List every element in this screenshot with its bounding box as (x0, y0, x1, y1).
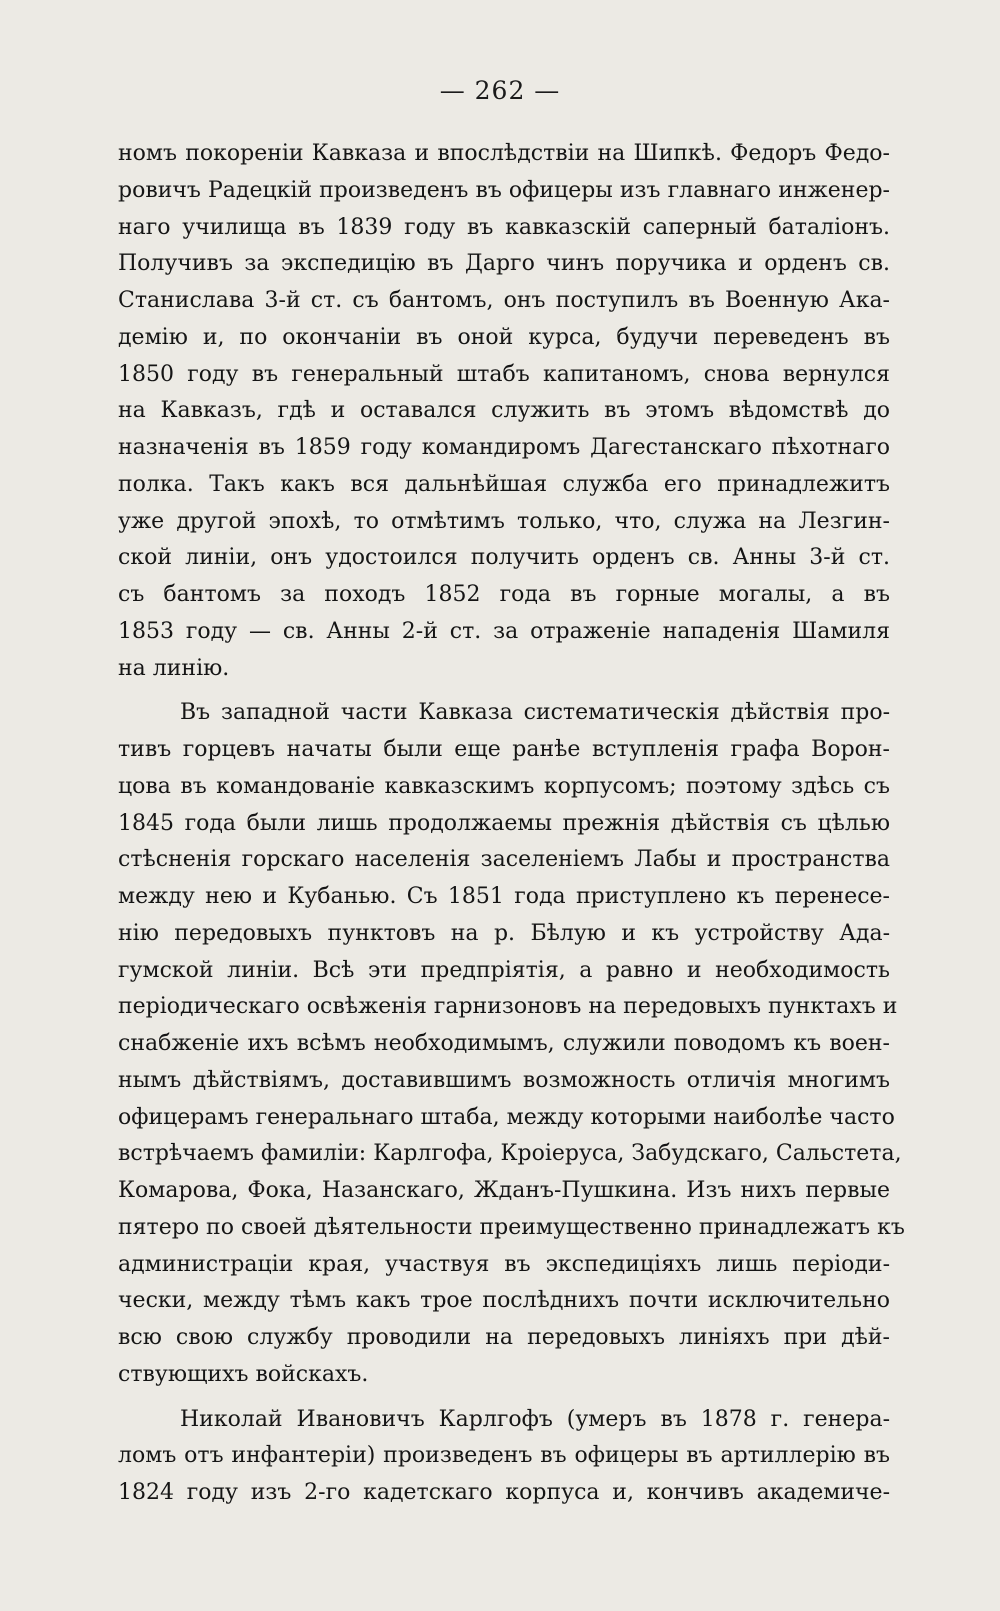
text-line: 1824 году изъ 2-го кадетскаго корпуса и, кончивъ академиче- (118, 1480, 890, 1505)
paragraph (118, 1402, 890, 1512)
text-line: пятеро по своей дѣятельности преимущественно принадлежатъ къ (118, 1214, 905, 1240)
text-line: уже другой эпохѣ, то отмѣтимъ только, что, служа на Лезгин- (118, 508, 890, 534)
text-line: ствующихъ войскахъ. (118, 1361, 369, 1387)
text-line: встрѣчаемъ фамиліи: Карлгофа, Кроіеруса, Забудскаго, Сальстета, (118, 1141, 902, 1167)
text-line: нымъ дѣйствіямъ, доставившимъ возможность отличія многимъ (118, 1067, 890, 1093)
text-line: стѣсненія горскаго населенія заселеніемъ Лабы и пространства (118, 847, 890, 873)
text-line: тивъ горцевъ начаты были еще ранѣе вступленія графа Ворон- (118, 737, 890, 762)
text-line: назначенія въ 1859 году командиромъ Дагестанскаго пѣхотнаго (118, 435, 890, 460)
text-line: ровичъ Радецкій произведенъ въ офицеры изъ главнаго инженер- (118, 177, 890, 203)
text-line: 1850 году въ генеральный штабъ капитаномъ, снова вернулся (118, 361, 890, 387)
text-line: Въ западной части Кавказа систематическія дѣйствія про- (180, 700, 890, 726)
text-line: съ бантомъ за походъ 1852 года въ горные могалы, а въ (118, 582, 890, 607)
text-line: ломъ отъ инфантеріи) произведенъ въ офицеры въ артиллерію въ (118, 1443, 890, 1469)
text-line: всю свою службу проводили на передовыхъ линіяхъ при дѣй- (118, 1325, 890, 1350)
text-line: между нею и Кубанью. Съ 1851 года приступлено къ перенесе- (118, 884, 890, 909)
paragraph-gap (118, 687, 890, 695)
paragraph (118, 695, 905, 1393)
text-line: демію и, по окончаніи въ оной курса, будучи переведенъ въ (118, 324, 890, 350)
text-line: нію передовыхъ пунктовъ на р. Бѣлую и къ устройству Ада- (118, 920, 890, 946)
text-line: Комарова, Фока, Назанскаго, Жданъ-Пушкина. Изъ нихъ первые (118, 1178, 890, 1203)
paragraph (118, 136, 890, 687)
text-line: номъ покореніи Кавказа и впослѣдствіи на Шипкѣ. Федоръ Федо- (118, 141, 890, 166)
body-text (118, 136, 905, 1512)
text-line: офицерамъ генеральнаго штаба, между которыми наиболѣе часто (118, 1104, 895, 1130)
text-line: снабженіе ихъ всѣмъ необходимымъ, служили поводомъ къ воен- (118, 1031, 890, 1056)
text-line: на линію. (118, 655, 230, 681)
text-line: чески, между тѣмъ какъ трое послѣднихъ почти исключительно (118, 1288, 890, 1314)
text-line: администраціи края, участвуя въ экспедиціяхъ лишь періоди- (118, 1251, 890, 1277)
text-line: Получивъ за экспедицію въ Дарго чинъ поручика и орденъ св. (118, 251, 890, 277)
text-line: ской линіи, онъ удостоился получить орденъ св. Анны 3-й ст. (118, 545, 890, 571)
text-line: на Кавказъ, гдѣ и оставался служить въ этомъ вѣдомствѣ до (118, 398, 890, 424)
text-line: полка. Такъ какъ вся дальнѣйшая служба его принадлежитъ (118, 471, 890, 497)
paragraph-gap (118, 1394, 890, 1402)
text-line: цова въ командованіе кавказскимъ корпусомъ; поэтому здѣсь съ (118, 773, 890, 799)
text-line: Станислава 3-й ст. съ бантомъ, онъ поступилъ въ Военную Ака- (118, 288, 890, 313)
page-number: — 262 — (439, 76, 561, 105)
text-line: 1853 году — св. Анны 2-й ст. за отраженіе нападенія Шамиля (118, 618, 890, 644)
text-line: гумской линіи. Всѣ эти предпріятія, а равно и необходимость (118, 957, 890, 983)
text-line: наго училища въ 1839 году въ кавказскій саперный баталіонъ. (118, 214, 890, 240)
text-line: Николай Ивановичъ Карлгофъ (умеръ въ 1878 г. генера- (180, 1406, 890, 1432)
text-line: 1845 года были лишь продолжаемы прежнія дѣйствія съ цѣлью (118, 810, 890, 836)
text-line: періодическаго освѣженія гарнизоновъ на передовыхъ пунктахъ и (118, 994, 898, 1020)
